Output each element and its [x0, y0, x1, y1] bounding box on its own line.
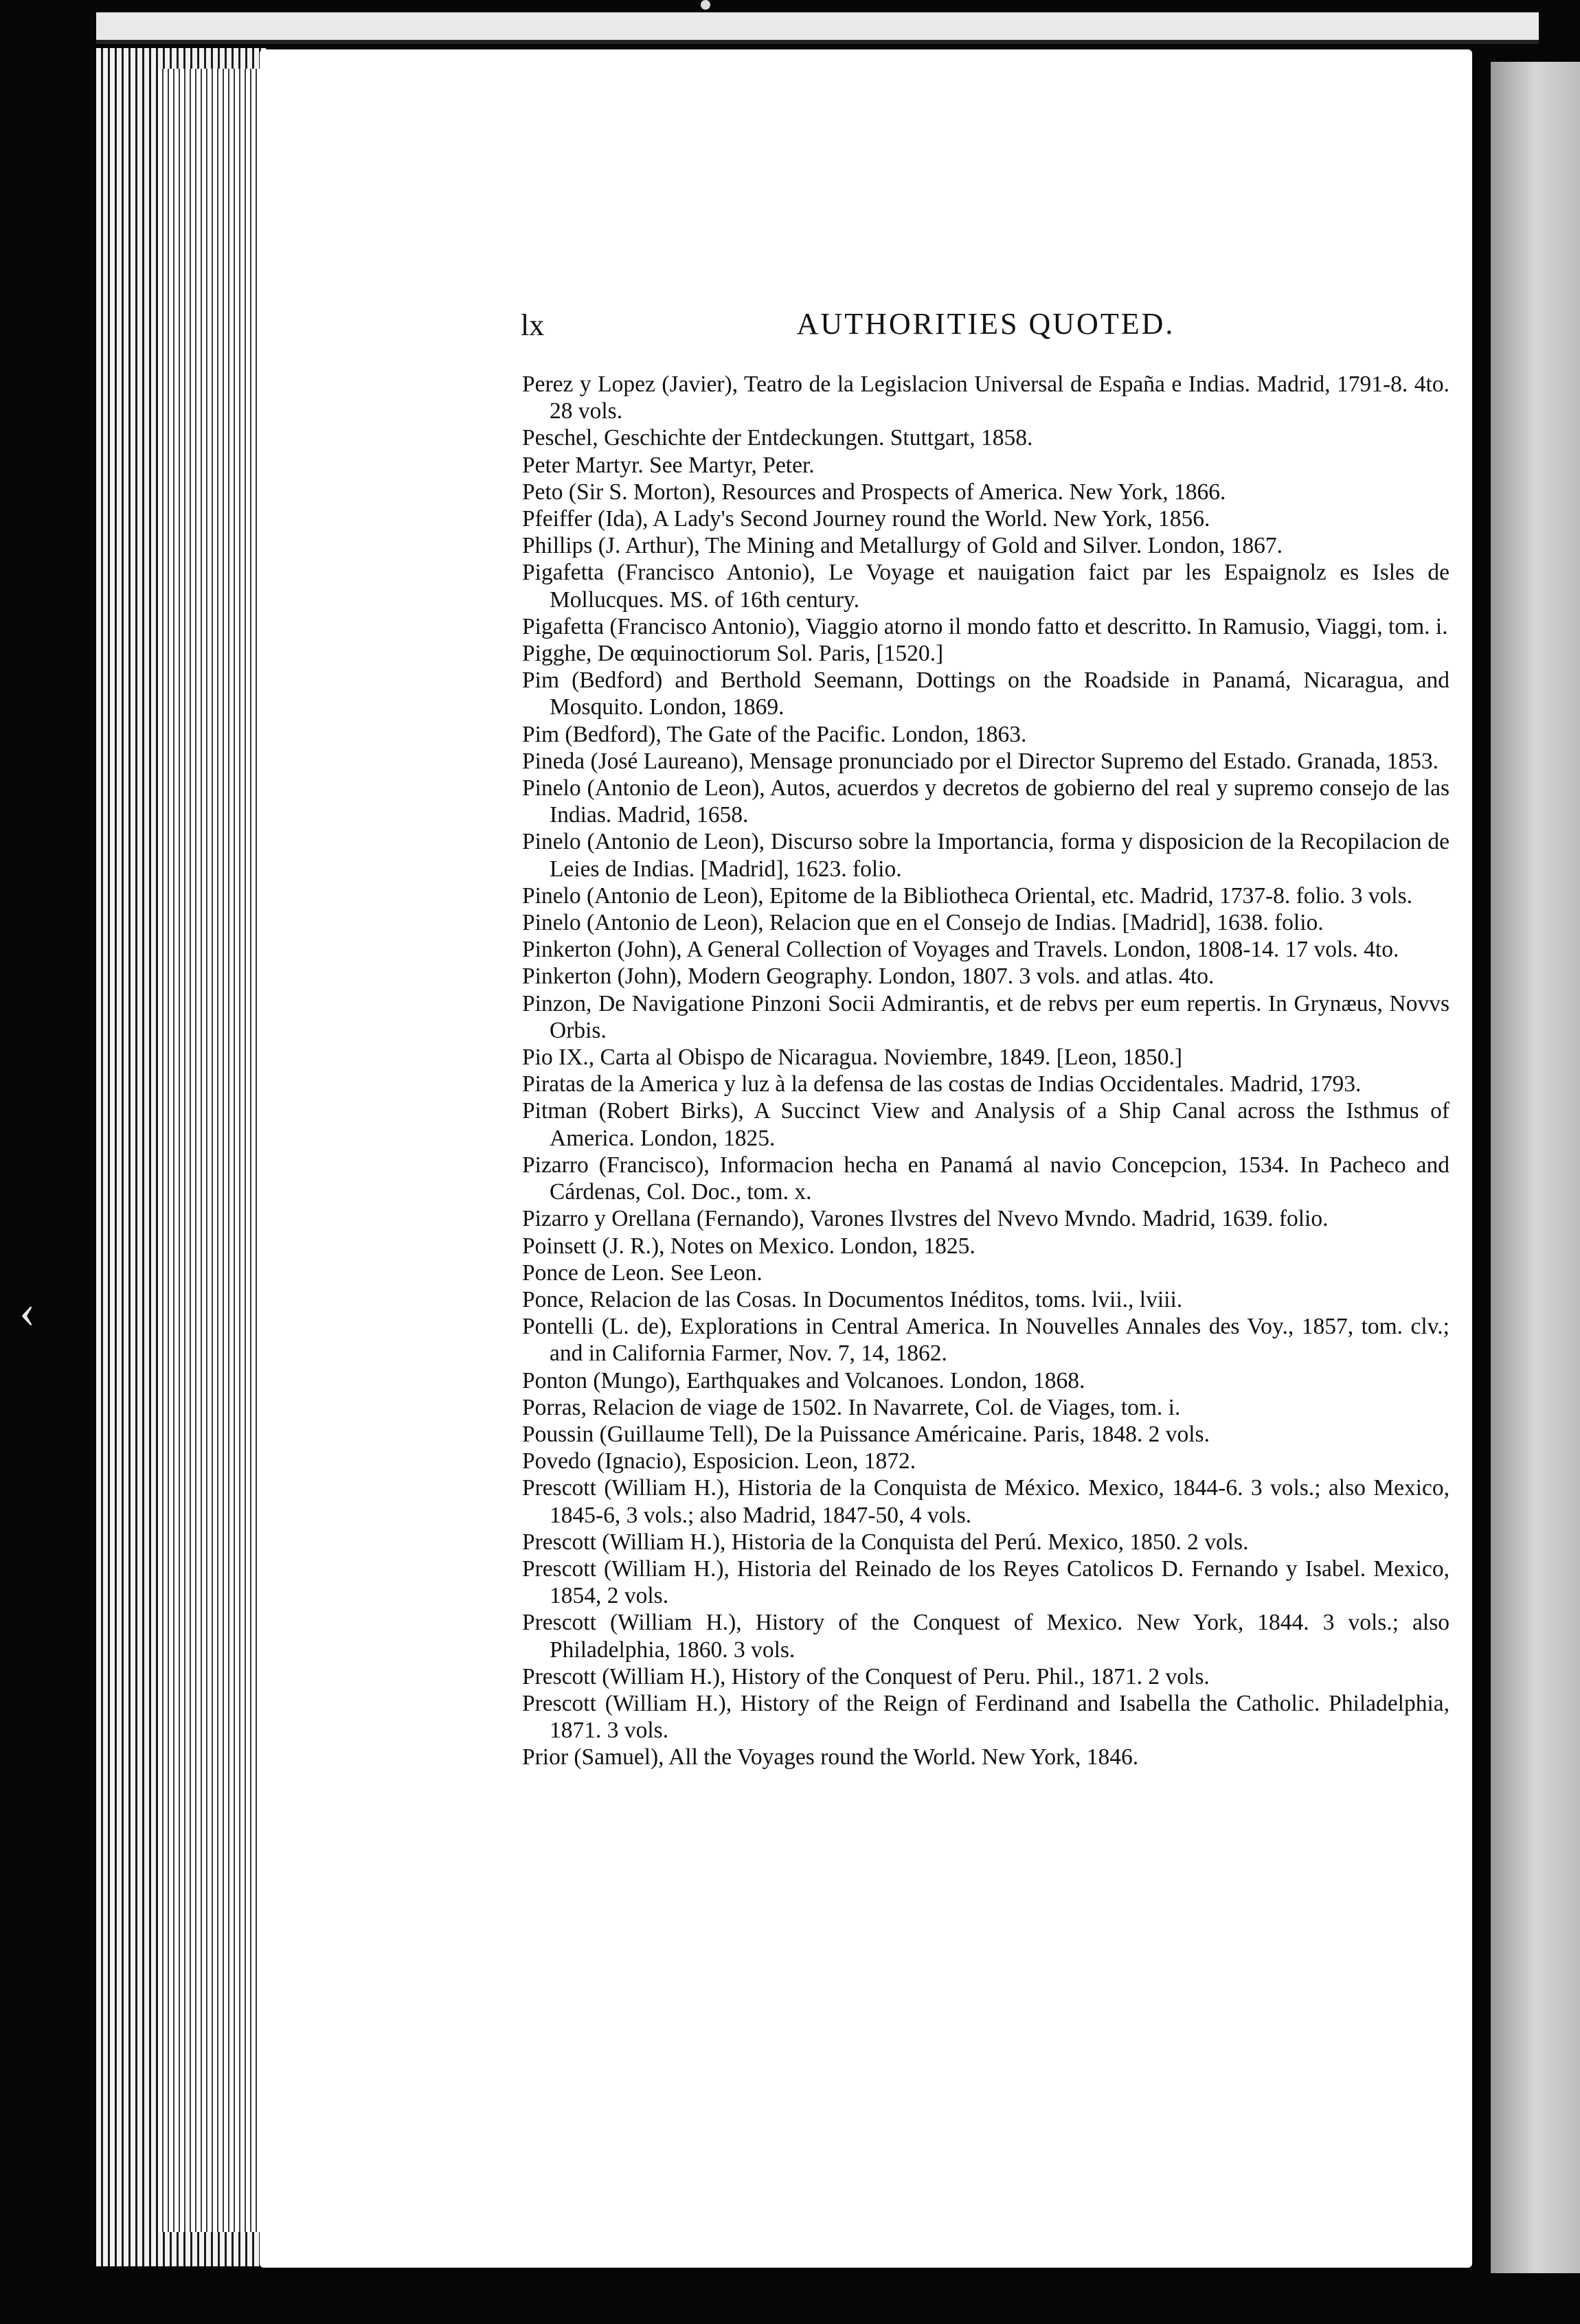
bibliography-entry: Pitman (Robert Birks), A Succinct View and Analysis of a Ship Canal across the Isthmus of America. London, 1825. — [522, 1098, 1449, 1151]
bibliography-entry: Peschel, Geschichte der Entdeckungen. Stuttgart, 1858. — [522, 425, 1033, 451]
bibliography-entry: Pinelo (Antonio de Leon), Epitome de la Bibliotheca Oriental, etc. Madrid, 1737-8. folio. 3 vols. — [522, 882, 1412, 909]
facing-page-edge — [1491, 62, 1580, 2273]
bibliography-entry: Prescott (William H.), History of the Reign of Ferdinand and Isabella the Catholic. Philadelphia, 1871. 3 vols. — [522, 1690, 1449, 1744]
bibliography-entry: Pineda (José Laureano), Mensage pronunciado por el Director Supremo del Estado. Granada, 1853. — [522, 748, 1438, 774]
bibliography-entry: Prescott (William H.), History of the Conquest of Mexico. New York, 1844. 3 vols.; also Philadelphia, 1860. 3 vols. — [522, 1610, 1449, 1663]
page-top-edge — [96, 12, 1539, 44]
bibliography-entry: Pizarro (Francisco), Informacion hecha en Panamá al navio Concepcion, 1534. In Pacheco and Cárdenas, Col. Doc., tom. x. — [522, 1152, 1449, 1205]
bibliography-entry: Prescott (William H.), History of the Conquest of Peru. Phil., 1871. 2 vols. — [522, 1663, 1210, 1689]
bibliography-entry: Pizarro y Orellana (Fernando), Varones Ilvstres del Nvevo Mvndo. Madrid, 1639. folio. — [522, 1206, 1329, 1232]
running-head: AUTHORITIES QUOTED. — [796, 307, 1175, 341]
bibliography-entry: Povedo (Ignacio), Esposicion. Leon, 1872. — [522, 1448, 916, 1474]
bibliography-entry: Prescott (William H.), Historia del Reinado de los Reyes Catolicos D. Fernando y Isabel. Mexico, 1854, 2 vols. — [522, 1556, 1449, 1609]
bibliography-entry: Pigafetta (Francisco Antonio), Viaggio atorno il mondo fatto et descritto. In Ramusio, Viaggi, tom. i. — [522, 613, 1448, 639]
bibliography-entry: Ponce, Relacion de las Cosas. In Documentos Inéditos, toms. lvii., lviii. — [522, 1286, 1183, 1312]
scan-speck — [701, 0, 710, 10]
bibliography-entry: Prescott (William H.), Historia de la Conquista de México. Mexico, 1844-6. 3 vols.; also Mexico, 1845-6, 3 vols.; also Madrid, 1847-50, 4 vols. — [522, 1475, 1449, 1528]
bibliography-entry: Prescott (William H.), Historia de la Conquista del Perú. Mexico, 1850. 2 vols. — [522, 1529, 1249, 1555]
bibliography-entry: Pim (Bedford) and Berthold Seemann, Dottings on the Roadside in Panamá, Nicaragua, and Mosquito. London, 1869. — [522, 668, 1449, 720]
bibliography-entry: Pinkerton (John), A General Collection of Voyages and Travels. London, 1808-14. 17 vols. 4to. — [522, 937, 1399, 963]
bibliography-list — [522, 371, 1449, 1771]
bibliography-entry: Pigghe, De œquinoctiorum Sol. Paris, [1520.] — [522, 641, 944, 667]
bibliography-entry: Pinkerton (John), Modern Geography. London, 1807. 3 vols. and atlas. 4to. — [522, 964, 1215, 990]
bibliography-entry: Pigafetta (Francisco Antonio), Le Voyage et nauigation faict par les Espaignolz es Isles de Mollucques. MS. of 16th century. — [522, 560, 1449, 613]
bibliography-entry: Peto (Sir S. Morton), Resources and Prospects of America. New York, 1866. — [522, 479, 1226, 505]
bibliography-entry: Pim (Bedford), The Gate of the Pacific. London, 1863. — [522, 721, 1027, 747]
bibliography-entry: Pinzon, De Navigatione Pinzoni Socii Admirantis, et de rebvs per eum repertis. In Grynæus, Novvs Orbis. — [522, 990, 1449, 1043]
bibliography-entry: Pinelo (Antonio de Leon), Discurso sobre la Importancia, forma y disposicion de la Recopilacion de Leies de Indias. [Madrid], 1623. folio. — [522, 829, 1449, 882]
bibliography-entry: Porras, Relacion de viage de 1502. In Navarrete, Col. de Viages, tom. i. — [522, 1394, 1181, 1420]
bibliography-entry: Perez y Lopez (Javier), Teatro de la Legislacion Universal de España e Indias. Madrid, 1791-8. 4to. 28 vols. — [522, 372, 1449, 424]
page-stack-inner-edges — [158, 69, 268, 2232]
bibliography-entry: Peter Martyr. See Martyr, Peter. — [522, 452, 815, 478]
bibliography-entry: Pinelo (Antonio de Leon), Relacion que en el Consejo de Indias. [Madrid], 1638. folio. — [522, 910, 1324, 936]
bibliography-entry: Pontelli (L. de), Explorations in Central America. In Nouvelles Annales des Voy., 1857, tom. clv.; and in California Farmer, Nov. 7, 14, 1862. — [522, 1314, 1449, 1367]
bibliography-entry: Pio IX., Carta al Obispo de Nicaragua. Noviembre, 1849. [Leon, 1850.] — [522, 1045, 1183, 1071]
bibliography-entry: Poussin (Guillaume Tell), De la Puissance Américaine. Paris, 1848. 2 vols. — [522, 1421, 1210, 1447]
bibliography-entry: Ponce de Leon. See Leon. — [522, 1260, 763, 1286]
page-number: lx — [521, 308, 545, 342]
bibliography-entry: Pinelo (Antonio de Leon), Autos, acuerdos y decretos de gobierno del real y supremo consejo de las Indias. Madrid, 1658. — [522, 775, 1449, 828]
bibliography-entry: Poinsett (J. R.), Notes on Mexico. London, 1825. — [522, 1233, 975, 1259]
bibliography-entry: Ponton (Mungo), Earthquakes and Volcanoes. London, 1868. — [522, 1367, 1085, 1393]
bibliography-entry: Pfeiffer (Ida), A Lady's Second Journey round the World. New York, 1856. — [522, 506, 1210, 532]
bibliography-entry: Phillips (J. Arthur), The Mining and Metallurgy of Gold and Silver. London, 1867. — [522, 533, 1283, 559]
bibliography-entry: Prior (Samuel), All the Voyages round the World. New York, 1846. — [522, 1744, 1139, 1770]
bibliography-entry: Piratas de la America y luz à la defensa de las costas de Indias Occidentales. Madrid, 1793. — [522, 1071, 1362, 1097]
margin-mark: ‹ — [19, 1285, 36, 1338]
